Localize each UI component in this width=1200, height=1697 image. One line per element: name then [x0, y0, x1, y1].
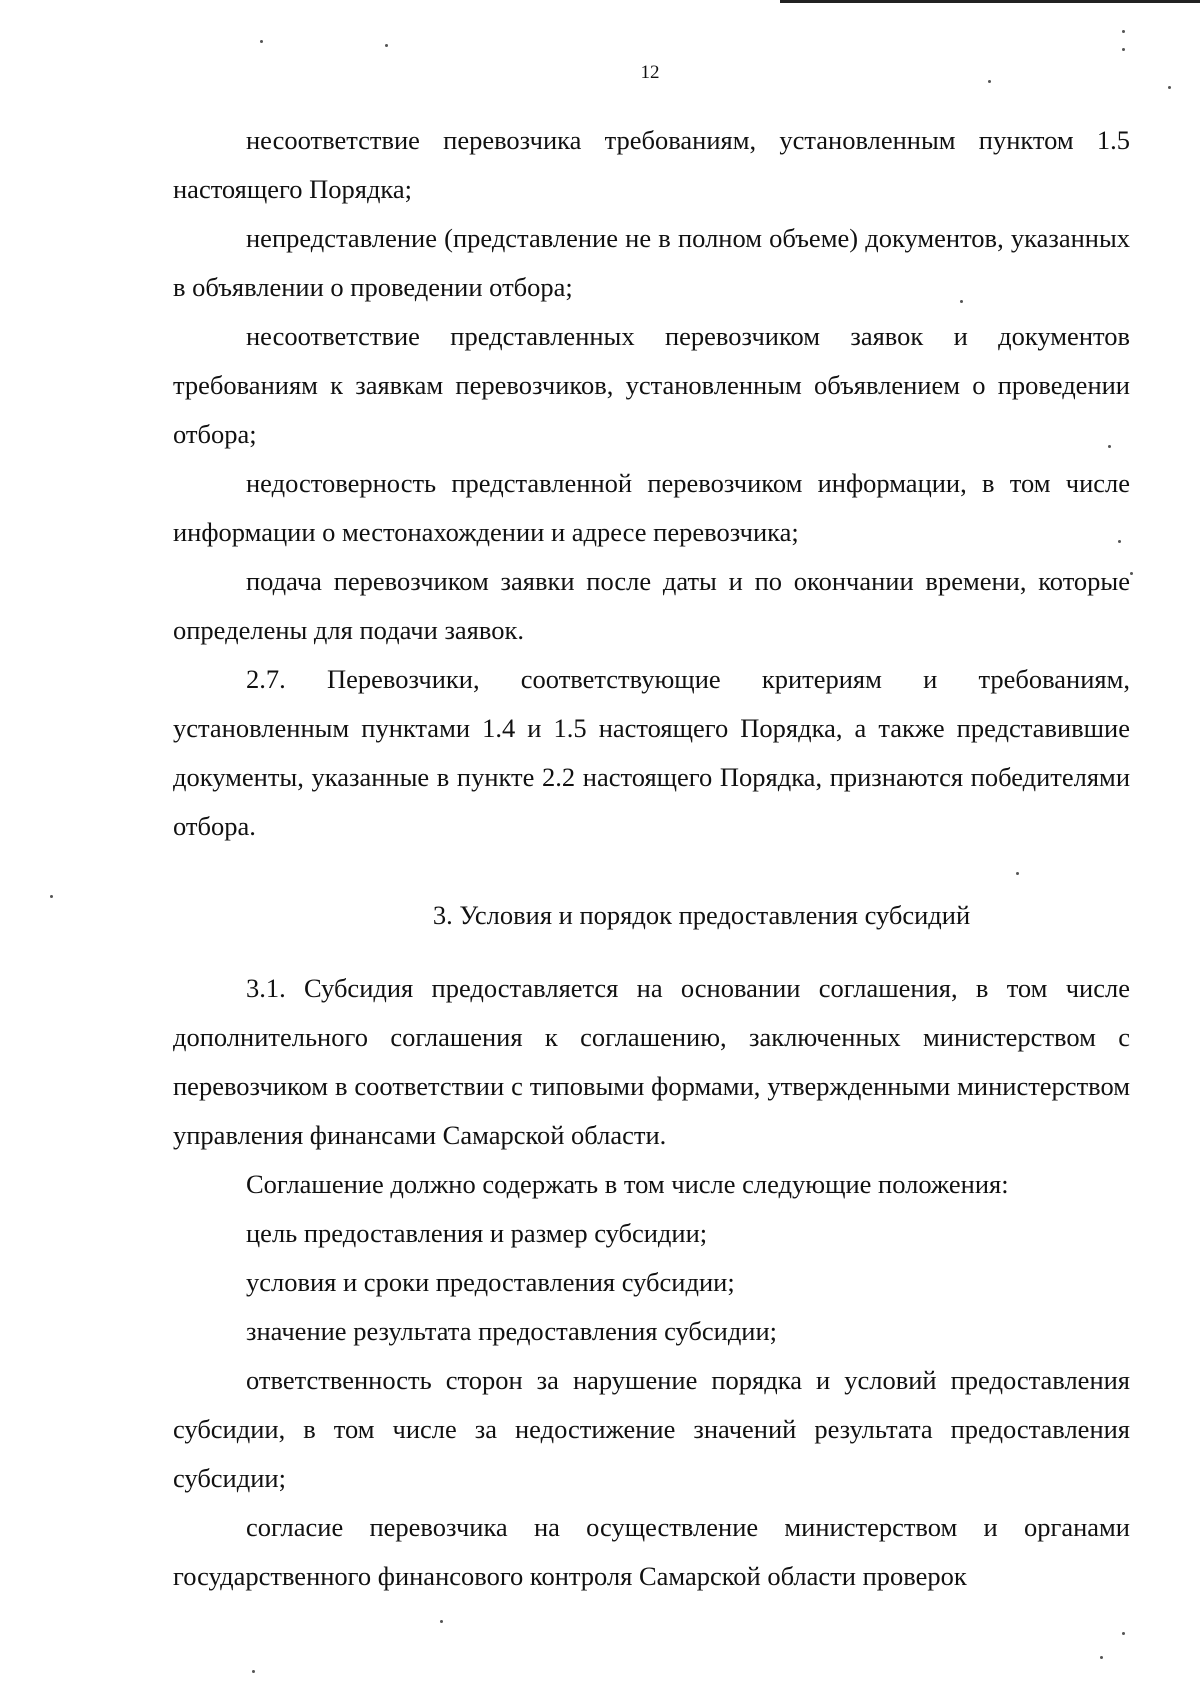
- paragraph-3-1-agreement: 3.1. Субсидия предоставляется на основании соглашения, в том числе дополнительного соглашения к соглашению, заключенных министерством с перевозчиком в соответствии с типовыми формами, утвержденными министерством управления финансами Самарской области.: [173, 973, 1130, 1150]
- scan-speck: [1016, 872, 1019, 875]
- scan-speck: [1122, 48, 1125, 51]
- scan-speck: [440, 1620, 443, 1623]
- paragraph-agreement-provisions-intro: Соглашение должно содержать в том числе следующие положения:: [246, 1169, 1009, 1199]
- scan-speck: [960, 300, 963, 303]
- section-3-heading: 3. Условия и порядок предоставления субсидий: [432, 900, 971, 930]
- page-number: 12: [640, 62, 660, 83]
- scan-speck: [1130, 572, 1133, 575]
- paragraph-missing-documents: непредставление (представление не в полном объеме) документов, указанных в объявлении о проведении отбора;: [173, 223, 1130, 302]
- scan-speck: [1100, 1656, 1103, 1659]
- scan-speck: [50, 895, 53, 898]
- paragraph-provision-responsibility: ответственность сторон за нарушение порядка и условий предоставления субсидии, в том числе за недостижение значений результата предоставления субсидии;: [173, 1365, 1130, 1493]
- top-edge-rule: [780, 0, 1200, 3]
- paragraph-provision-result: значение результата предоставления субсидии;: [246, 1316, 778, 1346]
- document-body: [173, 116, 1130, 1601]
- paragraph-noncompliance-applications: несоответствие представленных перевозчиком заявок и документов требованиям к заявкам перевозчиков, установленным объявлением о проведении отбора;: [173, 321, 1130, 449]
- scan-speck: [252, 1670, 255, 1673]
- paragraph-unreliable-information: недостоверность представленной перевозчиком информации, в том числе информации о местонахождении и адресе перевозчика;: [173, 468, 1130, 547]
- scan-speck: [1122, 30, 1125, 33]
- scan-speck: [260, 40, 263, 43]
- paragraph-provision-purpose: цель предоставления и размер субсидии;: [246, 1218, 708, 1248]
- paragraph-2-7-winners: 2.7. Перевозчики, соответствующие критериям и требованиям, установленным пунктами 1.4 и 1.5 настоящего Порядка, а также представившие документы, указанные в пункте 2.2 настоящего Порядка, признаются победителями отбора.: [173, 664, 1130, 841]
- scan-speck: [988, 80, 991, 83]
- scan-speck: [385, 44, 388, 47]
- scan-speck: [1122, 1632, 1125, 1635]
- paragraph-noncompliance-requirements: несоответствие перевозчика требованиям, установленным пунктом 1.5 настоящего Порядка;: [173, 125, 1130, 204]
- paragraph-provision-conditions: условия и сроки предоставления субсидии;: [246, 1267, 735, 1297]
- scan-speck: [1108, 445, 1111, 448]
- scan-speck: [1168, 86, 1171, 89]
- paragraph-late-submission: подача перевозчиком заявки после даты и по окончании времени, которые определены для подачи заявок.: [173, 566, 1130, 645]
- paragraph-provision-consent: согласие перевозчика на осуществление министерством и органами государственного финансового контроля Самарской области проверок: [173, 1512, 1130, 1591]
- scan-speck: [1118, 540, 1121, 543]
